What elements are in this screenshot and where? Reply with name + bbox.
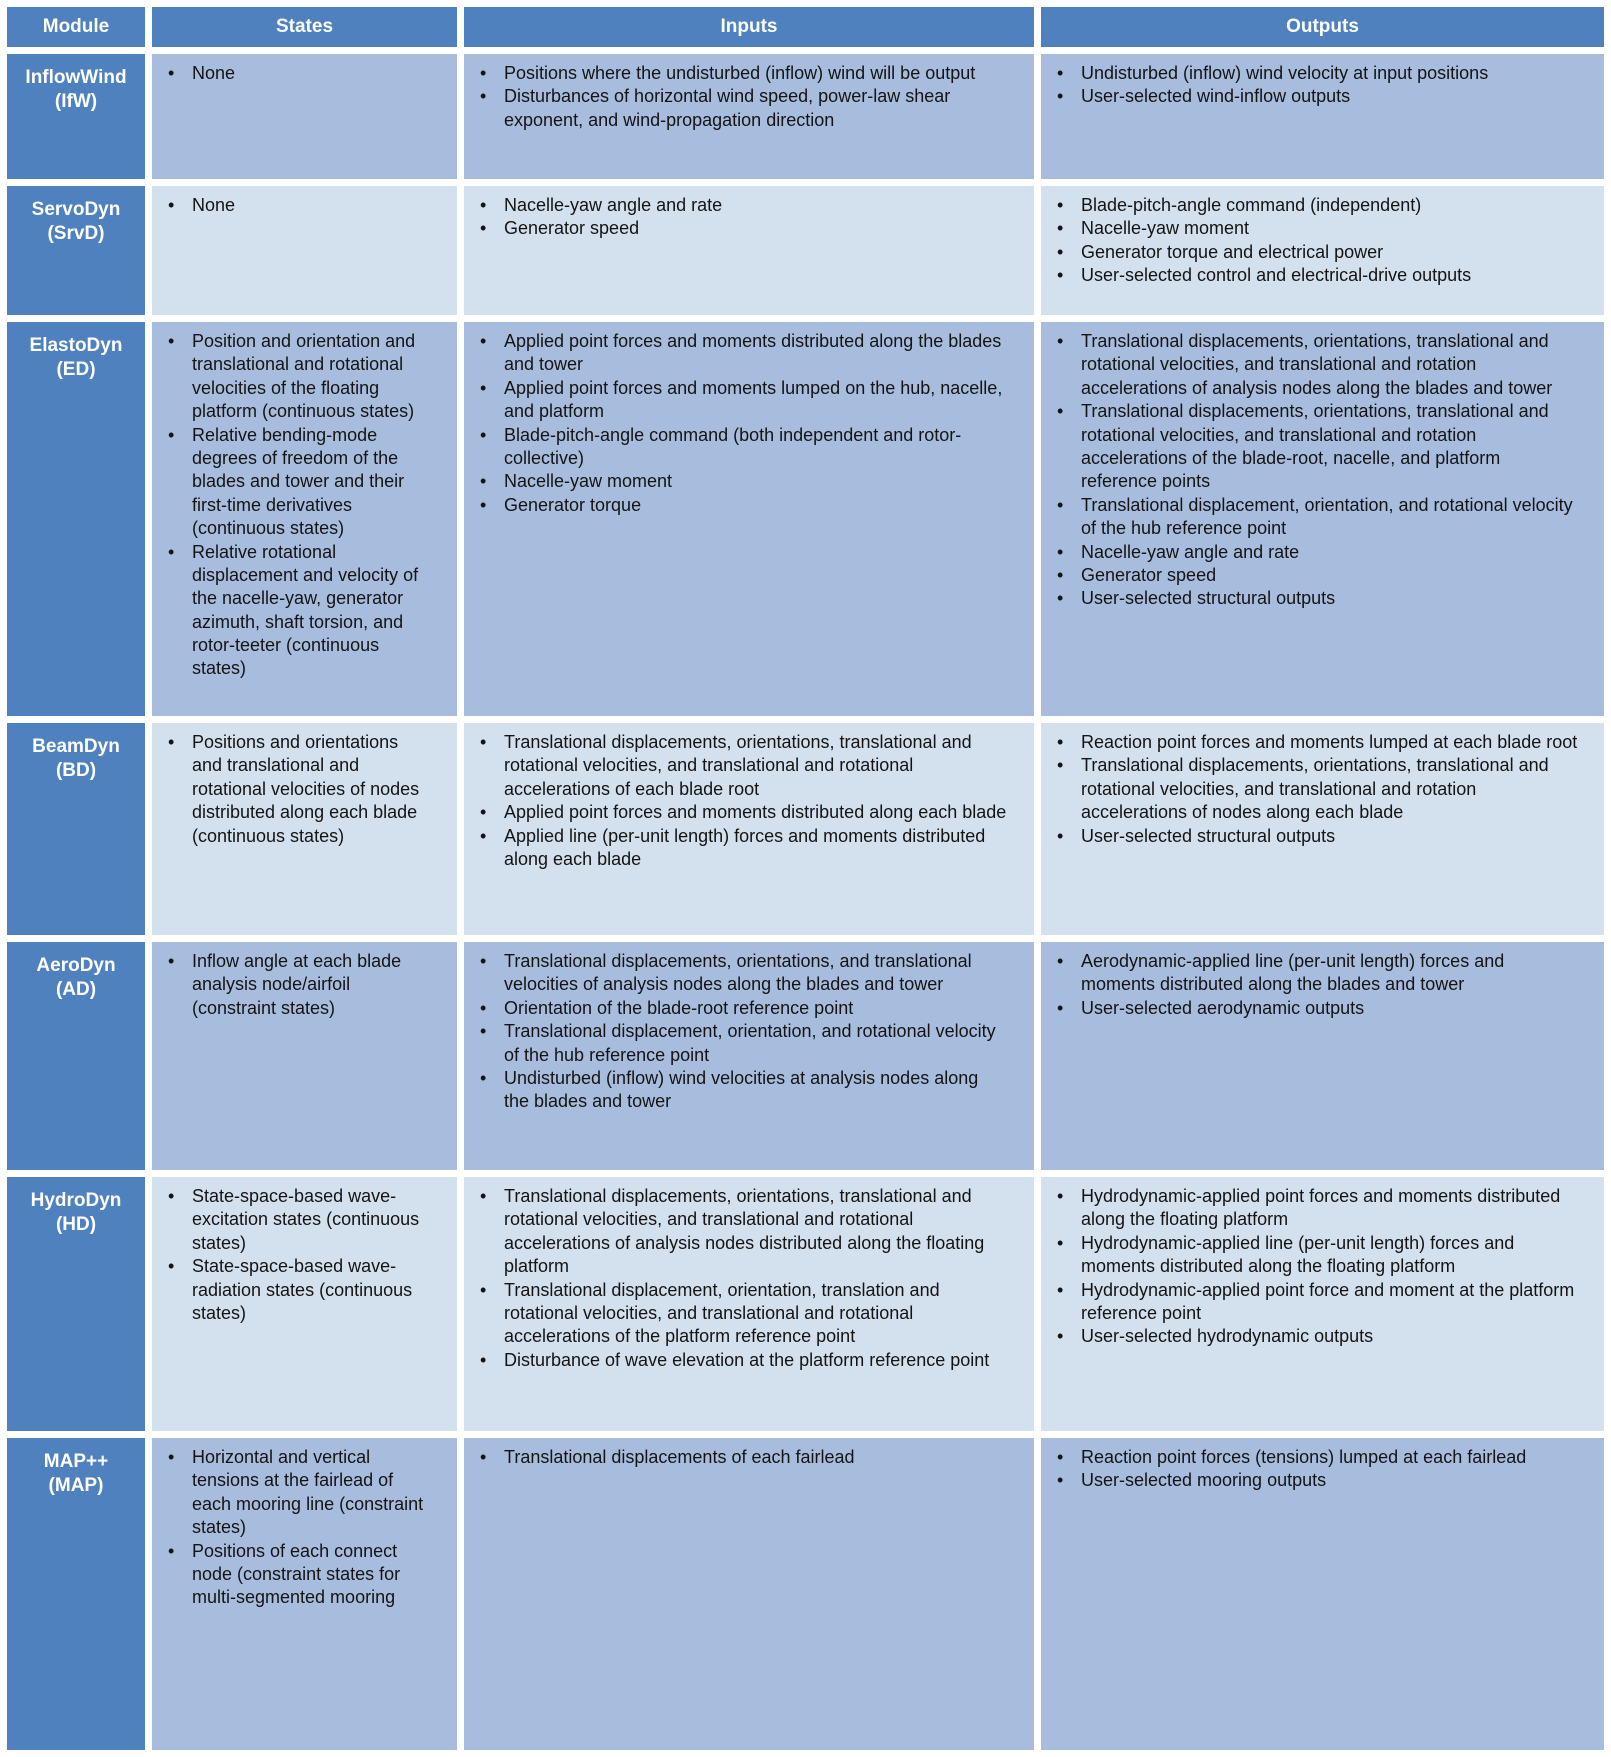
states-cell [152, 1438, 457, 1750]
bullet-item: • Nacelle-yaw angle and rate [1051, 541, 1578, 564]
bullet-item: • Nacelle-yaw moment [1051, 217, 1578, 240]
outputs-list [1051, 62, 1578, 109]
outputs-cell [1041, 322, 1604, 716]
states-list [162, 1446, 431, 1610]
inputs-cell [464, 322, 1034, 716]
module-name: HydroDyn [30, 1190, 122, 1211]
bullet-item: • Disturbance of wave elevation at the platform reference point [474, 1349, 1008, 1372]
module-cell [7, 942, 145, 1170]
table-header-row [7, 7, 1604, 47]
inputs-cell [464, 942, 1034, 1170]
bullet-item: • Hydrodynamic-applied point forces and moments distributed along the floating platform [1051, 1185, 1578, 1232]
table-row [7, 1438, 1604, 1750]
inputs-list [474, 731, 1008, 871]
bullet-item: • Translational displacements, orientations, translational and rotational velocities, and translational and rotation accelerations of nodes along each blade [1051, 754, 1578, 824]
inputs-list [474, 1185, 1008, 1372]
bullet-item: • User-selected aerodynamic outputs [1051, 997, 1578, 1020]
outputs-cell [1041, 942, 1604, 1170]
bullet-item: • Relative rotational displacement and velocity of the nacelle-yaw, generator azimuth, shaft torsion, and rotor-teeter (continuous states) [162, 541, 431, 681]
column-header-states: States [152, 7, 457, 47]
states-cell [152, 942, 457, 1170]
bullet-item: • Relative bending-mode degrees of freedom of the blades and tower and their first-time derivatives (continuous states) [162, 424, 431, 541]
module-abbr: (AD) [55, 979, 97, 1001]
module-cell [7, 1438, 145, 1750]
outputs-list [1051, 950, 1578, 1020]
bullet-item: • Blade-pitch-angle command (both independent and rotor-collective) [474, 424, 1008, 471]
inputs-list [474, 194, 1008, 241]
bullet-item: • User-selected wind-inflow outputs [1051, 85, 1578, 108]
module-cell [7, 322, 145, 716]
outputs-list [1051, 1185, 1578, 1349]
bullet-item: • User-selected mooring outputs [1051, 1469, 1578, 1492]
bullet-item: • Disturbances of horizontal wind speed, power-law shear exponent, and wind-propagation direction [474, 85, 1008, 132]
module-name: MAP++ [43, 1451, 109, 1472]
table-row [7, 1177, 1604, 1431]
module-name: InflowWind [25, 67, 127, 88]
bullet-item: • Translational displacements of each fairlead [474, 1446, 1008, 1469]
bullet-item: • Translational displacements, orientations, translational and rotational velocities, and translational and rotational accelerations of each blade root [474, 731, 1008, 801]
bullet-item: • Generator speed [1051, 564, 1578, 587]
states-list [162, 1185, 431, 1325]
table-body [7, 54, 1604, 1750]
inputs-list [474, 62, 1008, 132]
outputs-cell [1041, 723, 1604, 935]
bullet-item: • Reaction point forces (tensions) lumped at each fairlead [1051, 1446, 1578, 1469]
table-row [7, 942, 1604, 1170]
bullet-item: • Hydrodynamic-applied line (per-unit length) forces and moments distributed along the floating platform [1051, 1232, 1578, 1279]
column-header-inputs: Inputs [464, 7, 1034, 47]
bullet-item: • User-selected structural outputs [1051, 587, 1578, 610]
bullet-item: • Translational displacements, orientations, translational and rotational velocities, and translational and rotational accelerations of analysis nodes distributed along the floating platform [474, 1185, 1008, 1279]
states-list [162, 950, 431, 1020]
bullet-item: • User-selected structural outputs [1051, 825, 1578, 848]
module-abbr: (ED) [56, 359, 96, 381]
states-list [162, 62, 431, 85]
bullet-item: • Undisturbed (inflow) wind velocities at analysis nodes along the blades and tower [474, 1067, 1008, 1114]
column-header-module: Module [7, 7, 145, 47]
column-header-outputs: Outputs [1041, 7, 1604, 47]
bullet-item: • Horizontal and vertical tensions at the fairlead of each mooring line (constraint states) [162, 1446, 431, 1540]
module-name: ServoDyn [31, 199, 121, 220]
bullet-item: • Reaction point forces and moments lumped at each blade root [1051, 731, 1578, 754]
states-cell [152, 186, 457, 315]
table-row [7, 723, 1604, 935]
table-row [7, 322, 1604, 716]
bullet-item: • State-space-based wave-radiation states (continuous states) [162, 1255, 431, 1325]
bullet-item: • Position and orientation and translational and rotational velocities of the floating platform (continuous states) [162, 330, 431, 424]
bullet-item: • Translational displacement, orientation, and rotational velocity of the hub reference point [1051, 494, 1578, 541]
module-cell [7, 54, 145, 179]
bullet-item: • Translational displacement, orientation, and rotational velocity of the hub reference point [474, 1020, 1008, 1067]
outputs-cell [1041, 186, 1604, 315]
bullet-item: • Nacelle-yaw angle and rate [474, 194, 1008, 217]
bullet-item: • Positions where the undisturbed (inflow) wind will be output [474, 62, 1008, 85]
inputs-list [474, 950, 1008, 1114]
bullet-item: • Generator torque and electrical power [1051, 241, 1578, 264]
bullet-item: • Applied line (per-unit length) forces and moments distributed along each blade [474, 825, 1008, 872]
bullet-item: • Blade-pitch-angle command (independent) [1051, 194, 1578, 217]
states-cell [152, 723, 457, 935]
bullet-item: • Orientation of the blade-root reference point [474, 997, 1008, 1020]
table-row [7, 186, 1604, 315]
states-list [162, 731, 431, 848]
module-abbr: (SrvD) [47, 223, 105, 245]
bullet-item: • Positions of each connect node (constraint states for multi-segmented mooring [162, 1540, 431, 1610]
outputs-cell [1041, 1177, 1604, 1431]
inputs-cell [464, 1438, 1034, 1750]
bullet-item: • Applied point forces and moments distributed along the blades and tower [474, 330, 1008, 377]
module-abbr: (MAP) [48, 1475, 104, 1497]
bullet-item: • Hydrodynamic-applied point force and moment at the platform reference point [1051, 1279, 1578, 1326]
bullet-item: • Positions and orientations and translational and rotational velocities of nodes distributed along each blade (continuous states) [162, 731, 431, 848]
bullet-item: • Inflow angle at each blade analysis node/airfoil (constraint states) [162, 950, 431, 1020]
module-abbr: (IfW) [54, 91, 98, 113]
bullet-item: • User-selected hydrodynamic outputs [1051, 1325, 1578, 1348]
bullet-item: • Applied point forces and moments distributed along each blade [474, 801, 1008, 824]
bullet-item: • Applied point forces and moments lumped on the hub, nacelle, and platform [474, 377, 1008, 424]
bullet-item: • Generator torque [474, 494, 1008, 517]
inputs-cell [464, 186, 1034, 315]
bullet-item: • Translational displacements, orientations, translational and rotational velocities, and translational and rotation accelerations of the blade-root, nacelle, and platform reference points [1051, 400, 1578, 494]
inputs-cell [464, 723, 1034, 935]
outputs-list [1051, 1446, 1578, 1493]
bullet-item: • Undisturbed (inflow) wind velocity at input positions [1051, 62, 1578, 85]
bullet-item: • Generator speed [474, 217, 1008, 240]
outputs-list [1051, 731, 1578, 848]
states-cell [152, 54, 457, 179]
outputs-cell [1041, 54, 1604, 179]
outputs-list [1051, 330, 1578, 611]
outputs-cell [1041, 1438, 1604, 1750]
states-cell [152, 322, 457, 716]
outputs-list [1051, 194, 1578, 288]
table-row [7, 54, 1604, 179]
bullet-item: • Nacelle-yaw moment [474, 470, 1008, 493]
inputs-cell [464, 1177, 1034, 1431]
bullet-item: • Translational displacement, orientation, translation and rotational velocities, and translational and rotational accelerations of the platform reference point [474, 1279, 1008, 1349]
bullet-item: • State-space-based wave-excitation states (continuous states) [162, 1185, 431, 1255]
states-list [162, 330, 431, 681]
module-name: BeamDyn [32, 736, 120, 757]
bullet-item: • None [162, 62, 431, 85]
inputs-list [474, 1446, 1008, 1469]
module-abbr: (HD) [55, 1214, 97, 1236]
bullet-item: • Translational displacements, orientations, translational and rotational velocities, and translational and rotation accelerations of analysis nodes along the blades and tower [1051, 330, 1578, 400]
inputs-list [474, 330, 1008, 517]
module-abbr: (BD) [55, 760, 97, 782]
module-name: ElastoDyn [29, 335, 123, 356]
states-list [162, 194, 431, 217]
bullet-item: • None [162, 194, 431, 217]
bullet-item: • Aerodynamic-applied line (per-unit length) forces and moments distributed along the blades and tower [1051, 950, 1578, 997]
module-name: AeroDyn [36, 955, 116, 976]
bullet-item: • Translational displacements, orientations, and translational velocities of analysis nodes along the blades and tower [474, 950, 1008, 997]
states-cell [152, 1177, 457, 1431]
inputs-cell [464, 54, 1034, 179]
module-cell [7, 1177, 145, 1431]
module-cell [7, 186, 145, 315]
module-cell [7, 723, 145, 935]
bullet-item: • User-selected control and electrical-drive outputs [1051, 264, 1578, 287]
